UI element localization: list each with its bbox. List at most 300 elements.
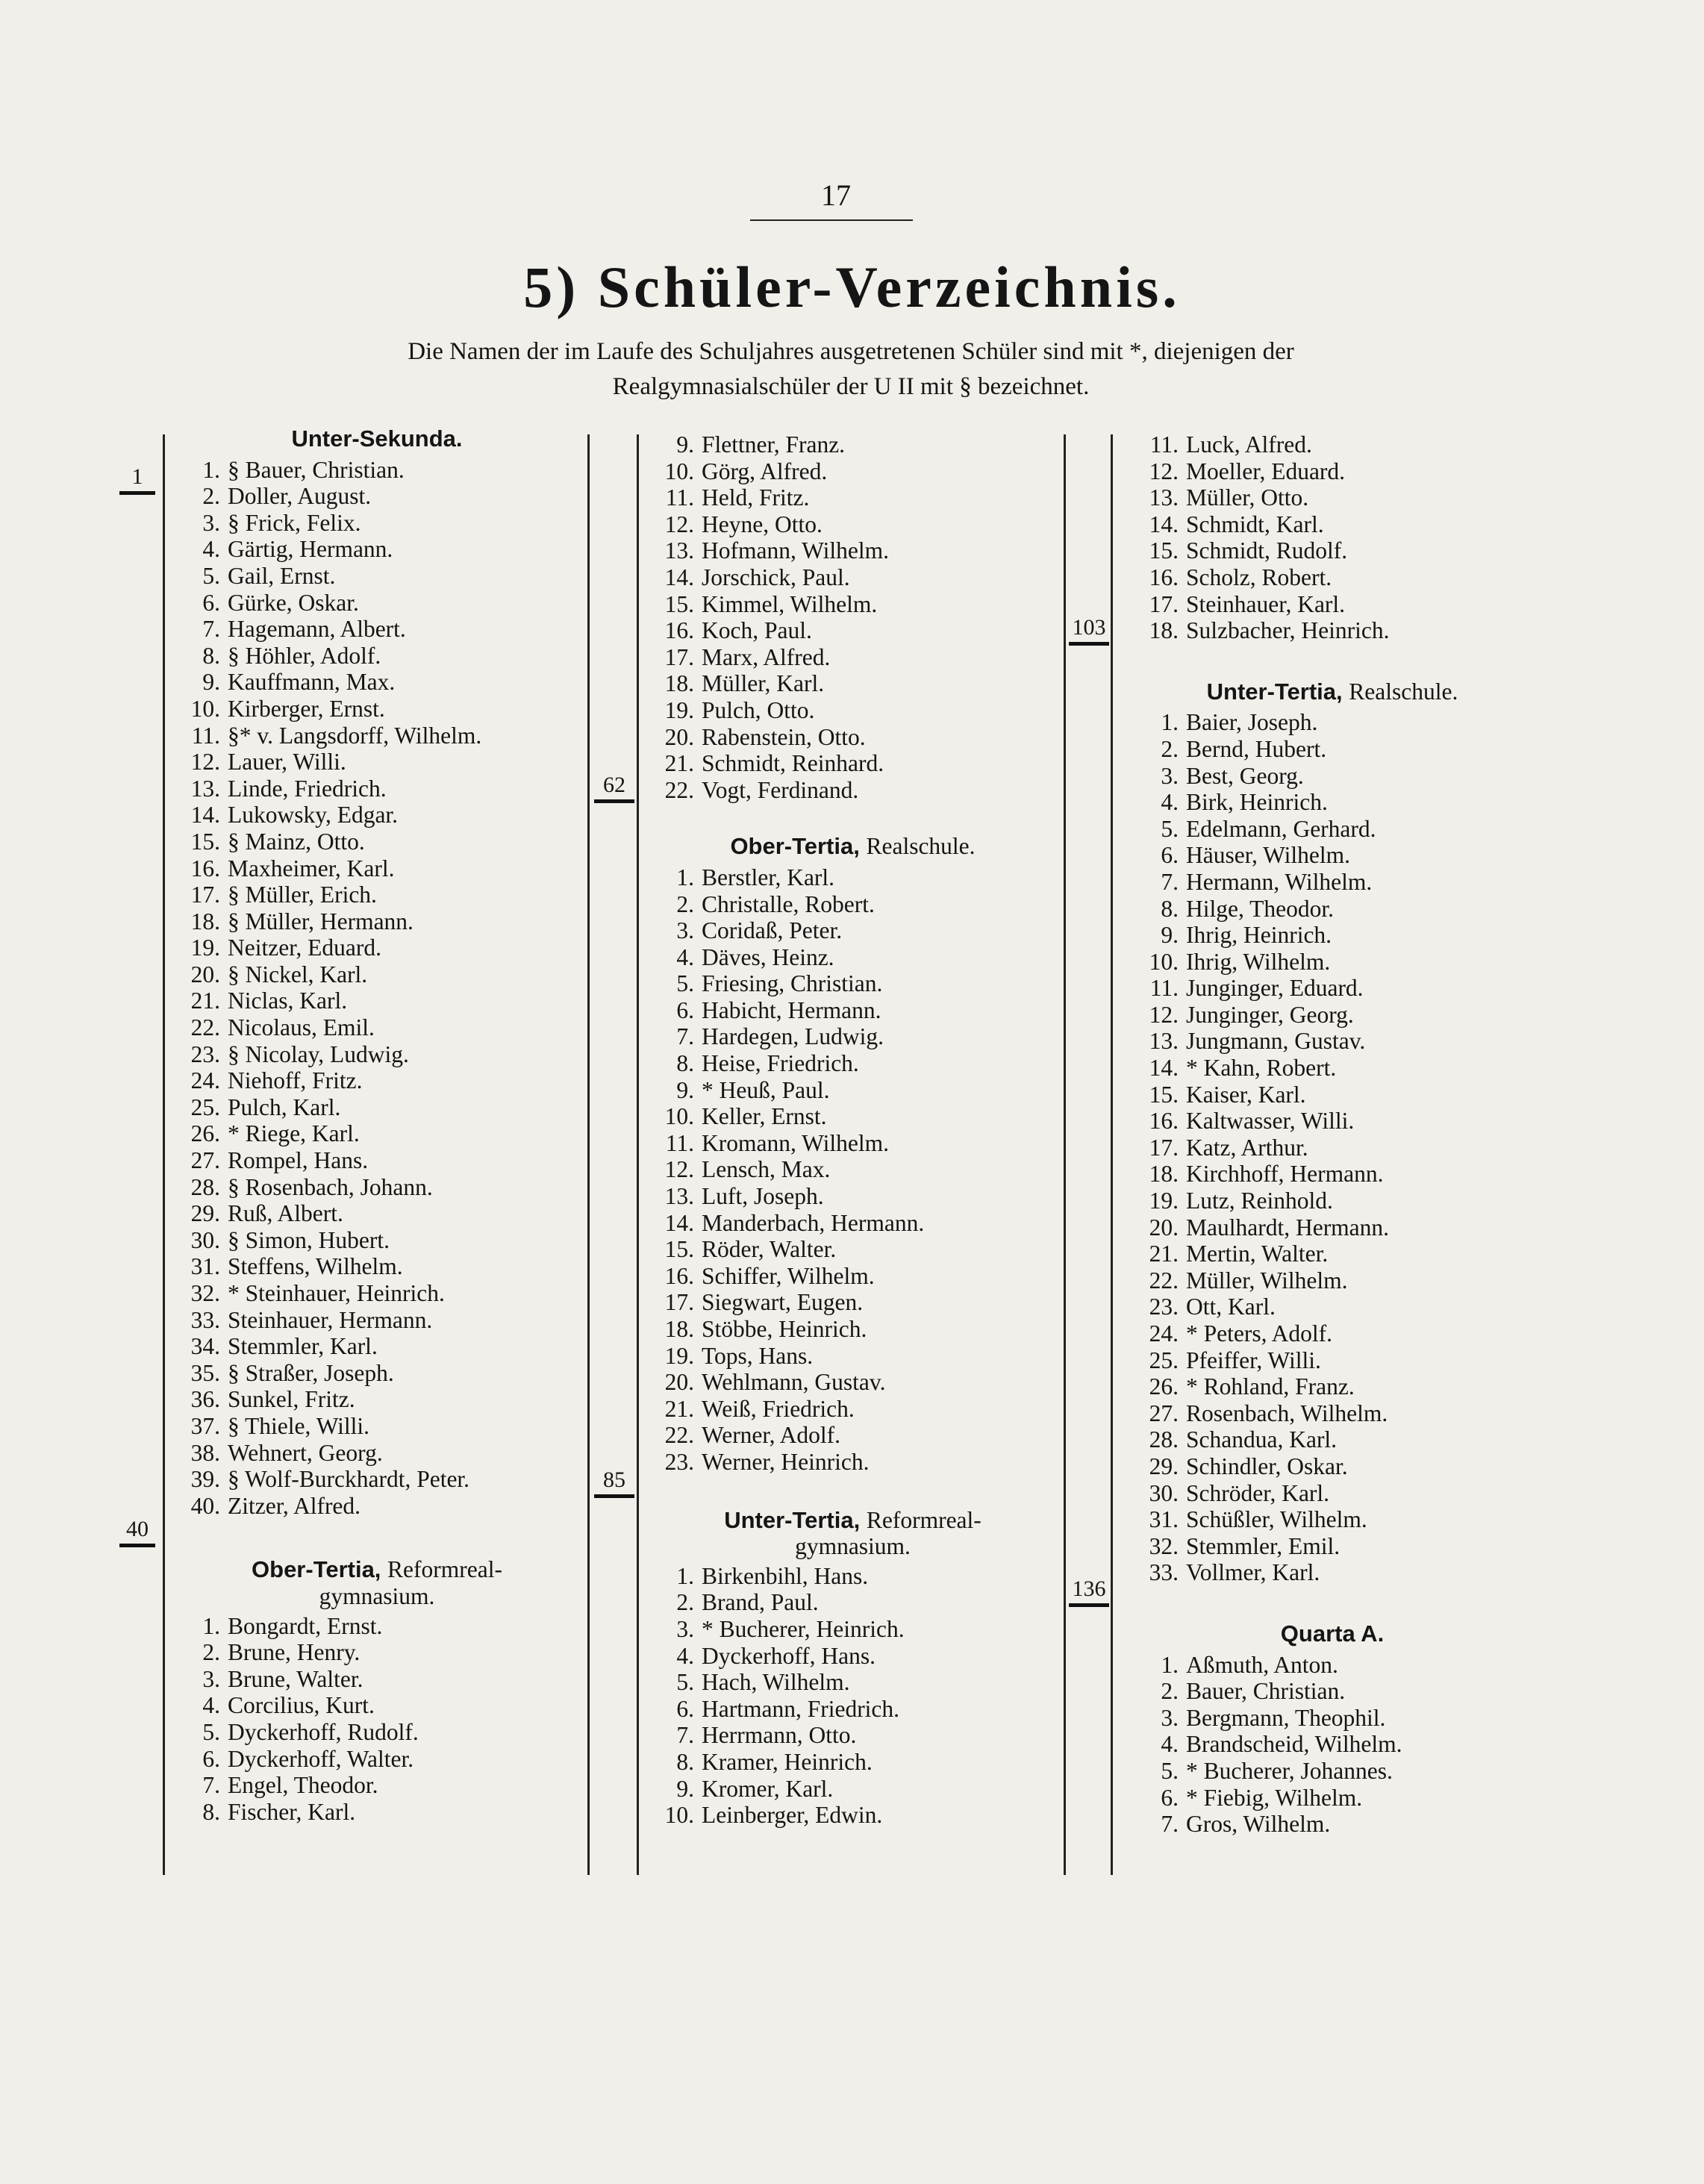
student-name: Ihrig, Wilhelm. (1186, 948, 1331, 975)
student-name: * Riege, Karl. (228, 1120, 360, 1147)
student-number: 14. (1149, 1055, 1179, 1082)
student-number: 24. (190, 1067, 220, 1094)
student-name: Lukowsky, Edgar. (228, 802, 399, 829)
student-name: Siegwart, Eugen. (702, 1289, 864, 1316)
student-entry (649, 617, 1056, 644)
student-number: 30. (1149, 1479, 1179, 1506)
student-entry (1123, 1135, 1511, 1161)
student-number: 11. (1149, 431, 1179, 458)
student-entry (1123, 1678, 1511, 1705)
student-number: 8. (1161, 895, 1179, 922)
student-number: 4. (1161, 1731, 1179, 1758)
student-entry (175, 1307, 578, 1334)
student-name: Pfeiffer, Willi. (1186, 1347, 1321, 1373)
student-entry (175, 1613, 578, 1640)
student-number: 22. (190, 1014, 220, 1041)
student-entry (649, 1563, 1056, 1590)
student-name: Sunkel, Fritz. (228, 1386, 355, 1413)
student-number: 29. (190, 1200, 220, 1227)
student-name: Koch, Paul. (702, 617, 812, 644)
student-number: 35. (190, 1359, 220, 1386)
student-name: Schröder, Karl. (1186, 1479, 1330, 1506)
student-number: 6. (1161, 842, 1179, 869)
student-entry (649, 1669, 1056, 1696)
student-entry (175, 616, 578, 643)
student-number: 10. (664, 1802, 694, 1829)
student-name: § Höhler, Adolf. (228, 642, 381, 669)
student-number: 23. (664, 1448, 694, 1475)
student-number: 12. (1149, 458, 1179, 484)
student-name: Birk, Heinrich. (1186, 789, 1328, 816)
student-name: Zitzer, Alfred. (228, 1492, 361, 1519)
student-name: Dyckerhoff, Walter. (228, 1745, 414, 1772)
student-number: 14. (190, 802, 220, 829)
student-number: 18. (1149, 617, 1179, 644)
student-number: 2. (202, 483, 220, 510)
student-name: Hardegen, Ludwig. (702, 1023, 884, 1050)
student-number: 17. (664, 643, 694, 670)
student-name: Wehnert, Georg. (228, 1439, 383, 1466)
student-entry (1123, 949, 1511, 976)
student-name: Däves, Heinz. (702, 943, 834, 970)
student-number: 18. (190, 908, 220, 935)
student-entry (175, 510, 578, 537)
student-number: 5. (676, 1669, 694, 1696)
student-name: Kimmel, Wilhelm. (702, 590, 878, 617)
student-entry (649, 1103, 1056, 1130)
student-number: 16. (664, 617, 694, 644)
section-heading-ober-tertia-reform (175, 1556, 578, 1609)
student-number: 28. (1149, 1426, 1179, 1453)
student-entry (649, 970, 1056, 997)
student-number: 6. (676, 1695, 694, 1722)
student-entry (649, 537, 1056, 564)
student-entry (1123, 484, 1511, 511)
student-number: 22. (664, 776, 694, 803)
heading-school-type-line2: gymnasium. (795, 1533, 911, 1560)
student-name: Engel, Theodor. (228, 1772, 378, 1799)
count-marker (594, 773, 634, 803)
student-number: 3. (202, 1665, 220, 1692)
student-number: 4. (676, 943, 694, 970)
student-entry (1123, 736, 1511, 763)
student-name: Brand, Paul. (702, 1589, 819, 1616)
student-name: Ihrig, Heinrich. (1186, 922, 1332, 949)
student-entry (175, 1200, 578, 1227)
student-name: Junginger, Georg. (1186, 1001, 1354, 1028)
student-entry (175, 1746, 578, 1773)
student-number: 7. (676, 1722, 694, 1749)
student-name: § Frick, Felix. (228, 509, 361, 536)
student-name: § Rosenbach, Johann. (228, 1173, 433, 1200)
student-number: 19. (190, 935, 220, 961)
student-name: Kauffmann, Max. (228, 669, 396, 696)
student-entry (1123, 1533, 1511, 1560)
student-entry (1123, 1400, 1511, 1427)
student-list-ober-tertia-reform (175, 1613, 578, 1826)
count-value: 85 (603, 1467, 625, 1492)
student-name: Gros, Wilhelm. (1186, 1811, 1331, 1838)
student-number: 26. (190, 1120, 220, 1147)
student-number: 7. (202, 616, 220, 643)
student-entry (649, 1023, 1056, 1050)
student-name: § Thiele, Willi. (228, 1412, 370, 1439)
student-number: 29. (1149, 1453, 1179, 1479)
student-name: Edelmann, Gerhard. (1186, 815, 1376, 842)
column-rule-3 (637, 434, 639, 1875)
student-number: 1. (676, 1562, 694, 1589)
student-number: 5. (1161, 815, 1179, 842)
student-number: 11. (191, 722, 220, 749)
student-number: 17. (1149, 590, 1179, 617)
student-list-unter-tertia-reform (649, 1563, 1056, 1829)
student-number: 16. (664, 1262, 694, 1289)
student-number: 7. (1161, 1811, 1179, 1838)
student-name: Pulch, Otto. (702, 696, 815, 723)
student-number: 17. (190, 882, 220, 908)
student-name: Christalle, Robert. (702, 890, 875, 917)
student-number: 18. (1149, 1161, 1179, 1188)
student-entry (649, 1343, 1056, 1370)
student-entry (1123, 816, 1511, 843)
student-number: 14. (1149, 511, 1179, 537)
student-number: 3. (1161, 1704, 1179, 1731)
section-heading-unter-sekunda: Unter-Sekunda. (291, 425, 463, 452)
student-name: Niehoff, Fritz. (228, 1067, 363, 1094)
student-name: Luft, Joseph. (702, 1183, 824, 1210)
count-bar (119, 491, 155, 495)
student-name: Fischer, Karl. (228, 1798, 356, 1825)
student-number: 5. (676, 970, 694, 997)
student-entry (649, 1643, 1056, 1670)
student-entry (175, 563, 578, 590)
student-number: 32. (190, 1280, 220, 1306)
student-entry (649, 1589, 1056, 1616)
count-value: 136 (1072, 1576, 1106, 1601)
student-number: 11. (665, 484, 694, 511)
student-entry (175, 1067, 578, 1094)
student-number: 2. (202, 1639, 220, 1666)
student-entry (175, 590, 578, 617)
student-number: 15. (664, 590, 694, 617)
student-entry (1123, 617, 1511, 644)
student-entry (1123, 1214, 1511, 1241)
student-entry (175, 457, 578, 484)
student-name: Rompel, Hans. (228, 1147, 369, 1174)
column-rule-4 (1064, 434, 1066, 1875)
student-number: 6. (676, 996, 694, 1023)
student-entry (175, 1639, 578, 1666)
student-entry (649, 1316, 1056, 1343)
count-value: 40 (126, 1517, 149, 1541)
student-number: 13. (1149, 484, 1179, 511)
student-name: Tops, Hans. (702, 1342, 814, 1369)
student-number: 12. (664, 511, 694, 537)
student-name: Kaiser, Karl. (1186, 1081, 1306, 1108)
student-name: Brandscheid, Wilhelm. (1186, 1731, 1402, 1758)
student-entry (649, 670, 1056, 697)
student-entry (1123, 1758, 1511, 1785)
student-name: Linde, Friedrich. (228, 775, 387, 802)
student-entry (175, 829, 578, 855)
student-entry (175, 776, 578, 802)
student-entry (1123, 1055, 1511, 1082)
student-entry (1123, 1028, 1511, 1055)
student-entry (649, 724, 1056, 751)
student-name: Neitzer, Eduard. (228, 935, 382, 961)
student-number: 3. (676, 1615, 694, 1642)
student-number: 6. (1161, 1784, 1179, 1811)
student-name: Mertin, Walter. (1186, 1241, 1329, 1267)
student-list-unter-tertia-real (1123, 709, 1511, 1586)
student-entry (649, 777, 1056, 804)
student-entry (649, 564, 1056, 591)
student-number: 1. (1161, 1651, 1179, 1678)
student-name: Schmidt, Reinhard. (702, 750, 884, 777)
student-number: 13. (1149, 1028, 1179, 1055)
section-heading-ober-tertia-real (649, 833, 1056, 860)
student-number: 24. (1149, 1320, 1179, 1347)
student-number: 10. (190, 695, 220, 722)
page-number-rule (750, 219, 913, 221)
student-entry (1123, 896, 1511, 923)
student-entry (649, 1130, 1056, 1157)
student-name: Kirberger, Ernst. (228, 695, 385, 722)
student-name: Gail, Ernst. (228, 562, 336, 589)
student-number: 3. (676, 917, 694, 944)
student-entry (649, 644, 1056, 671)
student-name: Heyne, Otto. (702, 511, 823, 537)
student-name: § Nickel, Karl. (228, 961, 368, 988)
student-name: Marx, Alfred. (702, 643, 831, 670)
student-number: 31. (190, 1253, 220, 1280)
student-name: § Bauer, Christian. (228, 456, 405, 483)
student-number: 4. (202, 536, 220, 563)
student-number: 28. (190, 1173, 220, 1200)
student-name: Katz, Arthur. (1186, 1134, 1308, 1161)
student-entry (649, 1696, 1056, 1723)
student-entry (649, 1050, 1056, 1077)
student-name: Brune, Walter. (228, 1665, 363, 1692)
student-entry (175, 802, 578, 829)
section-heading-quarta-a: Quarta A. (1280, 1620, 1385, 1647)
student-name: Lauer, Willi. (228, 749, 346, 776)
student-name: Schmidt, Rudolf. (1186, 537, 1348, 564)
student-entry (1123, 1731, 1511, 1758)
student-entry (175, 961, 578, 988)
student-name: § Müller, Erich. (228, 882, 377, 908)
student-entry (649, 1776, 1056, 1803)
student-entry (1123, 1161, 1511, 1188)
student-number: 10. (1149, 948, 1179, 975)
student-number: 9. (676, 1775, 694, 1802)
student-number: 34. (190, 1333, 220, 1360)
count-bar (1069, 1603, 1109, 1607)
student-name: Herrmann, Otto. (702, 1722, 857, 1749)
student-number: 26. (1149, 1373, 1179, 1400)
student-entry (649, 511, 1056, 538)
student-entry (1123, 1453, 1511, 1480)
student-name: Junginger, Eduard. (1186, 975, 1364, 1002)
count-marker (594, 1467, 634, 1498)
student-number: 2. (676, 890, 694, 917)
student-number: 15. (664, 1236, 694, 1263)
student-name: Aßmuth, Anton. (1186, 1651, 1338, 1678)
section-heading-unter-tertia-real (1123, 678, 1511, 705)
intro-line-1: Die Namen der im Laufe des Schuljahres ausgetretenen Schüler sind mit *, diejenigen der (408, 338, 1294, 365)
page-number: 17 (821, 178, 851, 212)
student-entry (175, 696, 578, 723)
student-name: Lensch, Max. (702, 1156, 831, 1183)
count-marker (1069, 615, 1109, 646)
student-name: Nicolaus, Emil. (228, 1014, 375, 1041)
student-name: Birkenbihl, Hans. (702, 1562, 869, 1589)
student-number: 1. (676, 864, 694, 890)
student-name: Hagemann, Albert. (228, 616, 406, 643)
student-number: 23. (190, 1040, 220, 1067)
student-name: Flettner, Franz. (702, 431, 846, 458)
student-entry (649, 1449, 1056, 1476)
student-entry (649, 697, 1056, 724)
column-3 (1123, 431, 1511, 1838)
count-marker (119, 464, 155, 495)
student-number: 22. (664, 1422, 694, 1449)
student-name: Vollmer, Karl. (1186, 1559, 1320, 1586)
student-name: Keller, Ernst. (702, 1103, 827, 1130)
student-name: Stemmler, Emil. (1186, 1532, 1341, 1559)
count-value: 1 (131, 464, 143, 489)
student-name: Schüßler, Wilhelm. (1186, 1506, 1367, 1533)
student-number: 2. (1161, 735, 1179, 762)
count-bar (1069, 642, 1109, 646)
student-name: Dyckerhoff, Rudolf. (228, 1718, 419, 1745)
page-title: 5) Schüler-Verzeichnis. (523, 255, 1181, 319)
student-entry (1123, 869, 1511, 896)
student-entry (649, 458, 1056, 485)
student-list-quarta-a (1123, 1652, 1511, 1838)
student-number: 25. (1149, 1347, 1179, 1373)
student-number: 5. (202, 1718, 220, 1745)
student-entry (175, 1147, 578, 1174)
student-number: 5. (1161, 1757, 1179, 1784)
student-name: * Bucherer, Heinrich. (702, 1615, 905, 1642)
student-entry (649, 1263, 1056, 1290)
student-name: Jorschick, Paul. (702, 564, 850, 590)
student-entry (175, 1041, 578, 1068)
student-entry (649, 997, 1056, 1024)
student-entry (175, 643, 578, 670)
student-name: Corcilius, Kurt. (228, 1692, 375, 1719)
student-number: 9. (1161, 922, 1179, 949)
student-entry (175, 988, 578, 1014)
student-number: 15. (1149, 1081, 1179, 1108)
student-entry (175, 1227, 578, 1254)
student-name: Steinhauer, Karl. (1186, 590, 1346, 617)
student-entry (175, 1692, 578, 1719)
student-name: Lutz, Reinhold. (1186, 1188, 1333, 1214)
student-name: Bernd, Hubert. (1186, 735, 1327, 762)
student-number: 37. (190, 1412, 220, 1439)
student-entry (175, 1280, 578, 1307)
student-number: 3. (202, 509, 220, 536)
student-number: 7. (1161, 868, 1179, 895)
count-value: 103 (1072, 615, 1106, 640)
student-entry (1123, 1108, 1511, 1135)
student-name: Bauer, Christian. (1186, 1678, 1346, 1705)
student-list-ober-tertia-real (649, 864, 1056, 1476)
student-name: Best, Georg. (1186, 762, 1304, 789)
student-name: Dyckerhoff, Hans. (702, 1642, 876, 1669)
student-name: Schindler, Oskar. (1186, 1453, 1348, 1479)
student-entry (649, 1616, 1056, 1643)
heading-school-type: Reformreal- (387, 1556, 502, 1583)
student-name: Vogt, Ferdinand. (702, 776, 859, 803)
student-name: Maxheimer, Karl. (228, 855, 395, 882)
student-name: Werner, Adolf. (702, 1422, 841, 1449)
column-1 (175, 425, 578, 1825)
student-number: 12. (190, 749, 220, 776)
student-entry (1123, 431, 1511, 458)
student-name: Schiffer, Wilhelm. (702, 1262, 875, 1289)
student-number: 3. (1161, 762, 1179, 789)
student-name: * Heuß, Paul. (702, 1076, 830, 1103)
student-entry (1123, 1652, 1511, 1679)
student-name: Leinberger, Edwin. (702, 1802, 883, 1829)
student-entry (1123, 1267, 1511, 1294)
student-number: 2. (676, 1589, 694, 1616)
student-name: Wehlmann, Gustav. (702, 1369, 886, 1396)
student-name: Stöbbe, Heinrich. (702, 1316, 867, 1342)
student-number: 17. (664, 1289, 694, 1316)
student-number: 4. (676, 1642, 694, 1669)
student-number: 5. (202, 562, 220, 589)
student-name: Hilge, Theodor. (1186, 895, 1335, 922)
student-entry (175, 749, 578, 776)
student-number: 13. (664, 537, 694, 564)
student-name: Hofmann, Wilhelm. (702, 537, 889, 564)
student-entry (1123, 1082, 1511, 1108)
student-entry (1123, 842, 1511, 869)
student-name: Stemmler, Karl. (228, 1333, 378, 1360)
student-entry (1123, 1241, 1511, 1267)
student-name: §* v. Langsdorff, Wilhelm. (228, 722, 482, 749)
student-number: 1. (202, 1612, 220, 1639)
student-entry (649, 917, 1056, 944)
student-number: 40. (190, 1492, 220, 1519)
student-entry (1123, 763, 1511, 790)
student-number: 16. (1149, 564, 1179, 590)
student-name: Häuser, Wilhelm. (1186, 842, 1350, 869)
student-entry (649, 1236, 1056, 1263)
student-number: 20. (664, 1369, 694, 1396)
student-list-unter-sekunda (175, 457, 578, 1520)
student-number: 16. (190, 855, 220, 882)
student-name: * Bucherer, Johannes. (1186, 1757, 1393, 1784)
student-name: Müller, Wilhelm. (1186, 1267, 1348, 1294)
student-entry (175, 908, 578, 935)
student-entry (175, 855, 578, 882)
student-entry (1123, 537, 1511, 564)
student-name: Ott, Karl. (1186, 1294, 1276, 1320)
student-number: 20. (664, 723, 694, 750)
student-entry (649, 1802, 1056, 1829)
student-entry (175, 1333, 578, 1360)
student-number: 21. (664, 1395, 694, 1422)
student-name: Hach, Wilhelm. (702, 1669, 850, 1696)
heading-class-name: Unter-Tertia, (724, 1506, 861, 1533)
student-number: 27. (1149, 1400, 1179, 1426)
student-entry (175, 1360, 578, 1387)
